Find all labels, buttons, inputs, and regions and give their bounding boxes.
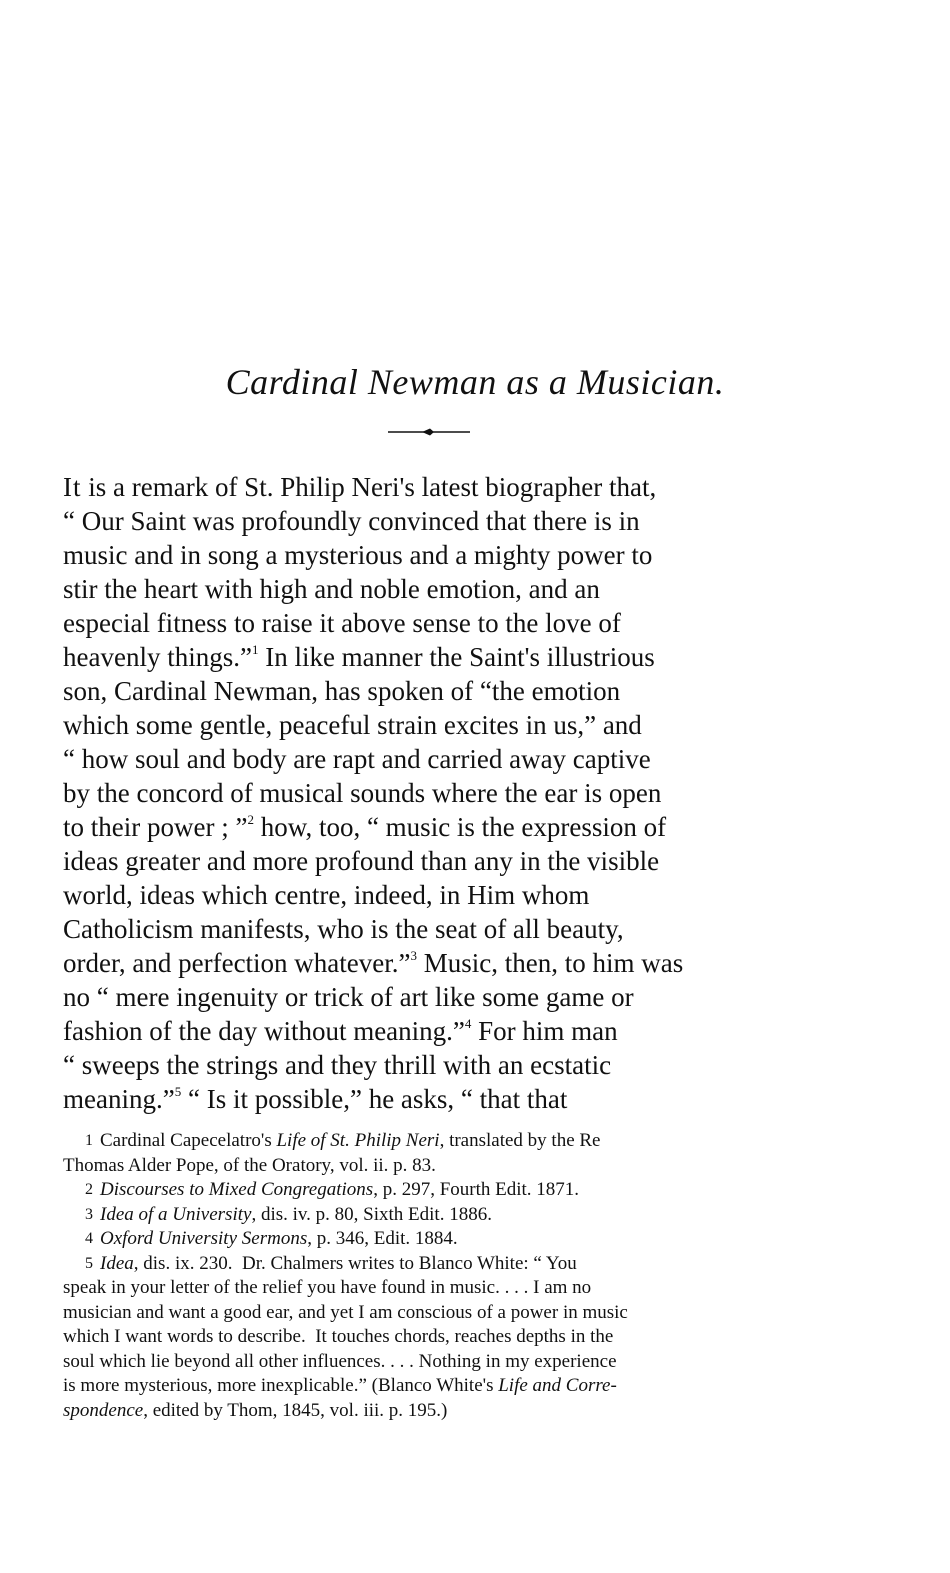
text-span: “ Is it possible,” he asks, “ that that [181,1084,568,1114]
text-span: fashion of the day without meaning.” [63,1016,465,1046]
text-line [63,912,798,946]
text-span: “ how soul and body are rapt and carried away captive [63,744,651,774]
footnote-1-continued [63,1154,798,1179]
text-span: , translated by the Re [439,1130,601,1151]
text-line [63,674,798,708]
footnote-number: 5 [85,1254,93,1272]
book-title: Oxford University Sermons [100,1228,308,1249]
text-span: ideas greater and more profound than any in the visible [63,846,660,876]
title-ornament [386,425,472,439]
text-span: “ sweeps the strings and they thrill with an ecstatic [63,1050,612,1080]
text-span: In like manner the Saint's illustrious [258,642,655,672]
text-line [63,742,798,776]
book-title: Life of St. Philip Neri [276,1130,440,1151]
book-title: Idea [100,1252,134,1274]
text-line: to their power ; ”2 how, too, “ music is the expression of [63,812,667,842]
text-span: which I want words to describe. It touches chords, reaches depths in the [63,1326,614,1347]
text-span: no “ mere ingenuity or trick of art like some game or [63,982,634,1012]
text-span: , dis. ix. 230. Dr. Chalmers writes to Blanco White: “ You [133,1252,577,1274]
text-span: , dis. iv. p. 80, Sixth Edit. 1886. [251,1203,492,1225]
text-line: fashion of the day without meaning.”4 For him man [63,1016,618,1046]
text-span: music and in song a mysterious and a mighty power to [63,540,653,570]
text-line: order, and perfection whatever.”3 Music, then, to him was [63,948,684,978]
text-span: Cardinal Capecelatro's [100,1130,277,1151]
text-span: “ Our Saint was profoundly convinced that there is in [63,506,640,536]
text-span: heavenly things.” [63,642,252,672]
main-paragraph [63,470,798,1116]
book-title: Discourses to Mixed Congregations [100,1179,374,1200]
text-span: which some gentle, peaceful strain excites in us,” and [63,710,642,740]
text-span: son, Cardinal Newman, has spoken of “the emotion [63,676,621,706]
footnote-4 [63,1227,798,1252]
text-line: heavenly things.”1 In like manner the Saint's illustrious [63,642,655,672]
text-span: to their power ; ” [63,812,248,842]
text-span: Thomas Alder Pope, of the Oratory, vol. ii. p. 83. [63,1154,436,1176]
text-line [63,572,798,606]
book-title: Idea of a University [100,1203,252,1225]
text-span: is more mysterious, more inexplicable.” (Blanco White's [63,1375,499,1396]
book-title: spondence [63,1399,144,1421]
text-span: musician and want a good ear, and yet I am conscious of a power in music [63,1301,628,1323]
text-line [63,538,798,572]
footnote-5-continued [63,1276,798,1301]
footnote-5-continued [63,1350,798,1375]
footnotes [63,1129,798,1423]
text-line [63,606,798,640]
chapter-title: Cardinal Newman as a Musician. [225,362,725,402]
text-span: by the concord of musical sounds where the ear is open [63,778,662,808]
text-line [63,844,798,878]
text-line [63,980,798,1014]
text-span: world, ideas which centre, indeed, in Him whom [63,880,590,910]
text-line [63,470,798,504]
text-span: how, too, “ music is the expression of [253,812,667,842]
footnote-5 [63,1252,798,1277]
opening-word: It [63,472,82,502]
footnote-3 [63,1203,798,1228]
footnote-5-continued [63,1399,798,1424]
text-span: order, and perfection whatever.” [63,948,411,978]
text-line [63,776,798,810]
text-span: For him man [471,1016,618,1046]
footnote-1 [63,1129,798,1154]
footnote-5-continued [63,1301,798,1326]
footnote-number: 2 [85,1181,93,1198]
text-line [63,504,798,538]
text-span: Catholicism manifests, who is the seat of all beauty, [63,914,624,944]
text-line: meaning.”5 “ Is it possible,” he asks, “ that that [63,1084,568,1114]
text-span: especial fitness to raise it above sense to the love of [63,608,621,638]
footnote-number: 3 [85,1205,93,1223]
text-span: , p. 346, Edit. 1884. [307,1228,458,1249]
text-span: meaning.” [63,1084,175,1114]
text-span: stir the heart with high and noble emotion, and an [63,574,600,604]
book-title: Life and Corre- [498,1375,617,1396]
text-line [63,1048,798,1082]
text-line [63,878,798,912]
text-span: , p. 297, Fourth Edit. 1871. [373,1179,580,1200]
footnote-number: 1 [85,1132,93,1149]
footnote-5-continued [63,1325,798,1350]
text-span: Music, then, to him was [417,948,684,978]
footnote-2 [63,1178,798,1203]
text-span: is a remark of St. Philip Neri's latest biographer that, [88,472,657,502]
footnote-number: 4 [85,1230,93,1247]
text-span: , edited by Thom, 1845, vol. iii. p. 195.) [143,1399,448,1421]
footnote-5-continued [63,1374,798,1399]
text-span: soul which lie beyond all other influences. . . . Nothing in my experience [63,1350,617,1372]
text-line [63,708,798,742]
text-span: speak in your letter of the relief you have found in music. . . . I am no [63,1277,592,1298]
